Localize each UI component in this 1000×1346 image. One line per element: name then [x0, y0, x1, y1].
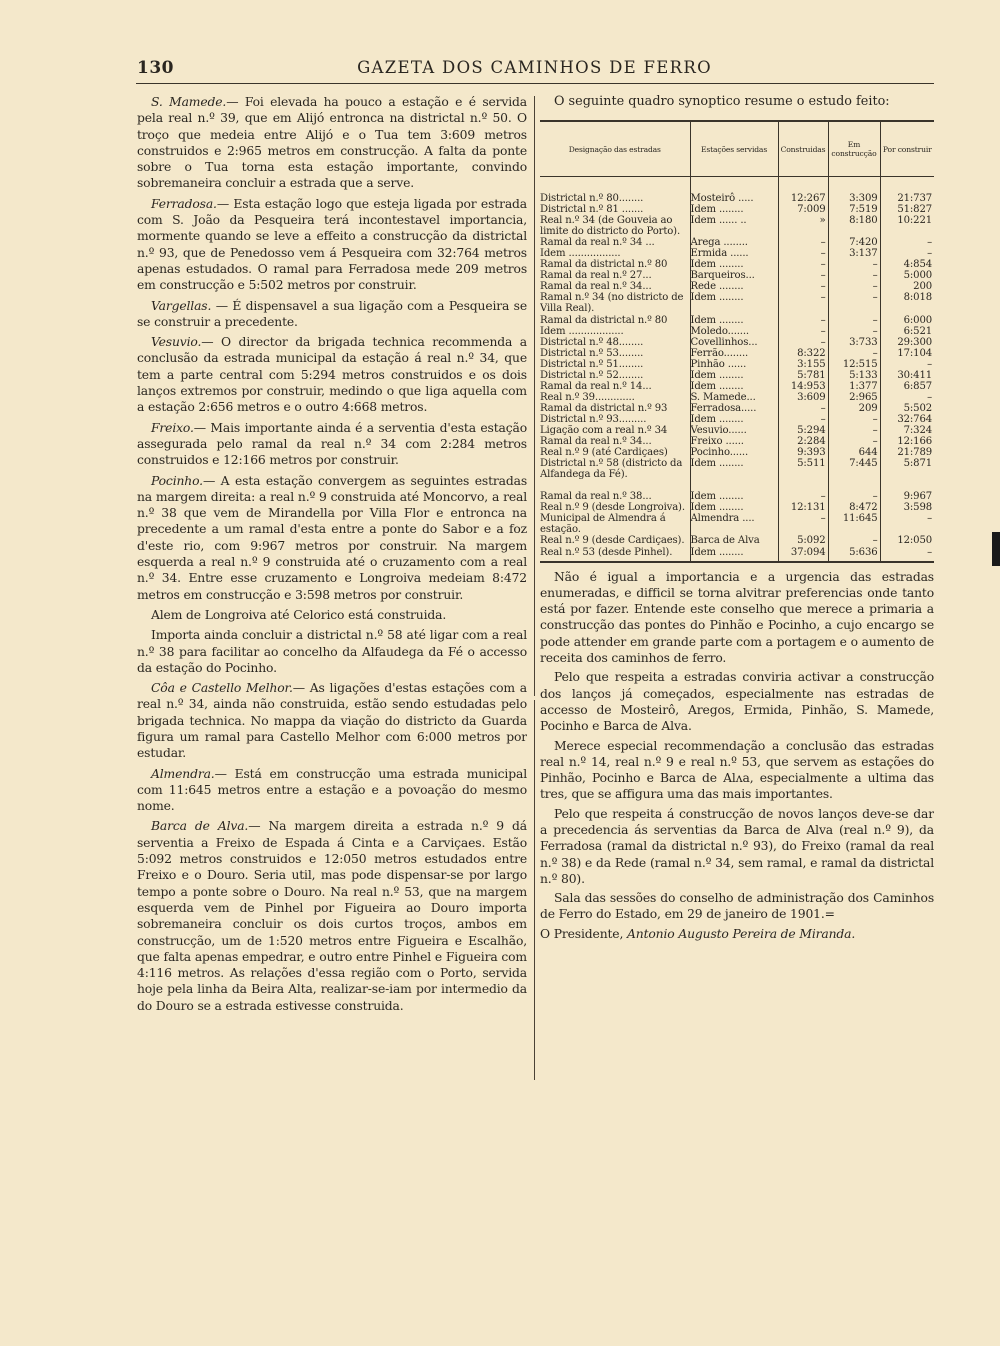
article-paragraph — [137, 766, 527, 815]
table-cell: Idem ........ — [690, 491, 778, 502]
conclusion-paragraph: Pelo que respeita á construcção de novos lanços deve-se dar a precedencia ás serventias da Barca de Alva (real n.º 9), da Ferradosa (ramal da districtal n.º 93), do Freixo (ramal da real n.º 38) e da Rede (ramal n.º 34, sem ramal, e ramal da districtal n.º 80). — [540, 806, 934, 886]
table-cell: Pocinho...... — [690, 447, 778, 458]
table-cell — [778, 480, 828, 491]
table-cell: 5:871 — [880, 458, 934, 480]
table-cell: Idem ........ — [690, 381, 778, 392]
column-divider — [534, 96, 535, 696]
table-cell: 32:764 — [880, 414, 934, 425]
article-paragraph — [137, 607, 527, 623]
table-cell: Idem ........ — [690, 414, 778, 425]
header-to-build: Por construir — [880, 121, 934, 177]
table-cell: 5:511 — [778, 458, 828, 480]
table-cell: Ramal da real n.º 27... — [540, 270, 652, 282]
table-cell: 9:393 — [778, 447, 828, 458]
table-cell: – — [778, 414, 828, 425]
table-cell: 21:789 — [880, 447, 934, 458]
table-cell: 3:733 — [828, 337, 880, 348]
table-cell: 12:050 — [880, 535, 934, 546]
table-cell: 2:965 — [828, 392, 880, 403]
table-cell: – — [778, 292, 828, 314]
table-cell: 5:133 — [828, 370, 880, 381]
table-cell: Barqueiros... — [690, 270, 778, 281]
table-cell: 6:521 — [880, 326, 934, 337]
table-cell: Ramal da real n.º 34 ... — [540, 237, 655, 249]
page-header — [137, 58, 932, 80]
table-cell: » — [778, 215, 828, 237]
table-intro: O seguinte quadro synoptico resume o estudo feito: — [554, 94, 890, 109]
table-cell: Mosteirô ..... — [690, 177, 778, 205]
table-cell: Ramal da real n.º 34... — [540, 436, 652, 448]
article-paragraph — [137, 196, 527, 294]
table-cell: Idem ........ — [690, 458, 778, 480]
table-row — [540, 480, 934, 491]
table-row — [540, 315, 934, 326]
conclusion-paragraph: Merece especial recommendação a conclusão das estradas real n.º 14, real n.º 9 e real n.º 53, que servem as estações do Pinhão, Pocinho e Barca de Alʌa, especialmente a ultima das tres, que se affigura uma das mais importantes. — [540, 738, 934, 802]
table-cell: Rede ........ — [690, 281, 778, 292]
table-row — [540, 281, 934, 292]
paragraph-text: — É dispensavel a sua ligação com a Pesqueira se se construir a precedente. — [137, 298, 527, 329]
table-row — [540, 491, 934, 502]
table-row — [540, 248, 934, 259]
table-cell: Moledo....... — [690, 326, 778, 337]
paragraph-lead: Vargellas. — [151, 298, 212, 313]
article-paragraph — [137, 94, 527, 192]
table-cell: Idem ........ — [690, 370, 778, 381]
table-cell: – — [778, 315, 828, 326]
table-cell: 6:000 — [880, 315, 934, 326]
table-cell: – — [828, 259, 880, 270]
table-row — [540, 237, 934, 248]
table-cell: – — [778, 403, 828, 414]
table-cell: – — [880, 513, 934, 535]
paragraph-text: — Esta estação logo que esteja ligada por estrada com S. João da Pesqueira terá incontestavel importancia, mormente quando se leve a effeito a construcção da districtal n.º 93, que de Penedosso vem á Pesqueira com 32:764 metros apenas estudados. O ramal para Ferradosa mede 209 metros em construcção e 5:502 metros por construir. — [137, 196, 527, 293]
table-cell: 7:445 — [828, 458, 880, 480]
table-cell: Districtal n.º 48........ — [540, 336, 644, 348]
table-cell: – — [828, 436, 880, 447]
table-cell: 2:284 — [778, 436, 828, 447]
table-cell: 17:104 — [880, 348, 934, 359]
table-cell: Pinhão ...... — [690, 359, 778, 370]
table-cell: – — [828, 326, 880, 337]
table-cell: 5:092 — [778, 535, 828, 546]
table-cell: 11:645 — [828, 513, 880, 535]
table-cell: 3:155 — [778, 359, 828, 370]
table-cell: – — [778, 337, 828, 348]
table-cell: 51:827 — [880, 204, 934, 215]
paragraph-lead: Ferradosa. — [151, 196, 217, 211]
table-cell: Idem ........ — [690, 292, 778, 314]
table-cell: Real n.º 9 (desde Longroiva). — [540, 502, 685, 514]
table-row — [540, 447, 934, 458]
table-cell: – — [828, 315, 880, 326]
table-cell: Ramal da districtal n.º 93 — [540, 402, 668, 414]
table-row — [540, 326, 934, 337]
table-cell: S. Mamede... — [690, 392, 778, 403]
table-cell — [690, 480, 778, 491]
table-row — [540, 337, 934, 348]
table-cell: Ramal da real n.º 14... — [540, 380, 652, 392]
table-cell: 29:300 — [880, 337, 934, 348]
table-cell: Idem ........ — [690, 259, 778, 270]
table-cell: Ferrão........ — [690, 348, 778, 359]
table-cell: Ligação com a real n.º 34 — [540, 424, 668, 436]
paragraph-lead: Barca de Alva. — [151, 819, 249, 834]
table-cell: Real n.º 9 (até Cardiçaes) — [540, 447, 668, 459]
table-cell: – — [828, 414, 880, 425]
table-cell: 30:411 — [880, 370, 934, 381]
header-rule — [136, 83, 934, 84]
table-cell: – — [778, 237, 828, 248]
table-cell: – — [778, 270, 828, 281]
table-cell: Ermida ...... — [690, 248, 778, 259]
table-cell: Ramal n.º 34 (no districto de Villa Real). — [540, 292, 684, 315]
table-cell: 7:519 — [828, 204, 880, 215]
table-cell: Municipal de Almendra á estação. — [540, 513, 666, 536]
table-row — [540, 414, 934, 425]
page-tear-mark — [992, 532, 1000, 566]
table-cell: Districtal n.º 52........ — [540, 369, 644, 381]
left-column — [137, 94, 527, 1274]
table-cell: 4:854 — [880, 259, 934, 270]
table-cell: Districtal n.º 58 (districto da Alfandega da Fé). — [540, 458, 683, 481]
table-cell: 5:000 — [880, 270, 934, 281]
table-cell — [540, 480, 690, 491]
article-paragraph — [137, 680, 527, 761]
table-cell: – — [778, 491, 828, 502]
table-cell: 12:131 — [778, 502, 828, 513]
table-row — [540, 259, 934, 270]
table-cell: Ramal da districtal n.º 80 — [540, 259, 668, 271]
table-cell: – — [778, 248, 828, 259]
article-paragraph — [137, 818, 527, 1014]
signature-line — [540, 926, 934, 942]
header-designation: Designação das estradas — [540, 121, 690, 177]
table-cell: 6:857 — [880, 381, 934, 392]
table-cell: Ferradosa..... — [690, 403, 778, 414]
table-cell: – — [828, 491, 880, 502]
synoptic-table — [540, 120, 934, 563]
table-row — [540, 403, 934, 414]
table-cell: Idem ........ — [690, 204, 778, 215]
table-cell: – — [828, 348, 880, 359]
table-row — [540, 370, 934, 381]
table-row — [540, 547, 934, 562]
table-cell: 3:609 — [778, 392, 828, 403]
table-cell: Real n.º 39............. — [540, 391, 635, 403]
table-cell: 1:377 — [828, 381, 880, 392]
table-cell: – — [828, 270, 880, 281]
table-cell: Districtal n.º 93......... — [540, 413, 647, 425]
table-cell: 200 — [880, 281, 934, 292]
article-paragraph — [137, 334, 527, 415]
table-cell: 7:420 — [828, 237, 880, 248]
signature-prefix: O Presidente, — [540, 926, 628, 941]
paragraph-text: — Mais importante ainda é a serventia d'esta estação assegurada pelo ramal da real n.º 34 com 2:284 metros construidos e 12:166 metros por construir. — [137, 420, 527, 468]
paragraph-lead: Côa e Castello Melhor. — [151, 681, 293, 696]
paragraph-text: — Está em construcção uma estrada municipal com 11:645 metros entre a estação e a povoação do mesmo nome. — [137, 766, 527, 814]
article-paragraph — [137, 298, 527, 331]
paragraph-text: — As ligações d'estas estações com a real n.º 34, ainda não construida, estão sendo estudadas pelo brigada technica. No mappa da viação do districto da Guarda figura um ramal para Castello Melhor com 6:000 metros por estudar. — [137, 681, 527, 761]
table-cell: Districtal n.º 51........ — [540, 358, 644, 370]
paragraph-lead: Vesuvio. — [151, 335, 202, 350]
table-cell: 21:737 — [880, 177, 934, 205]
table-cell: 5:502 — [880, 403, 934, 414]
table-cell: 7:324 — [880, 425, 934, 436]
page-number: 130 — [137, 58, 174, 78]
table-cell: 14:953 — [778, 381, 828, 392]
conclusion-paragraph: Não é igual a importancia e a urgencia das estradas enumeradas, e difficil se torna alvitrar preferencias onde tanto está por fazer. Entende este conselho que merece a primaria a construcção das pontes do Pinhão e Pocinho, a cujo encargo se pode attender em grande parte com a portagem e o aumento de receita dos caminhos de ferro. — [540, 569, 934, 666]
table-row — [540, 513, 934, 535]
paragraph-lead: Freixo. — [151, 420, 194, 435]
table-row — [540, 204, 934, 215]
table-header-row — [540, 121, 934, 177]
table-cell: Districtal n.º 80........ — [540, 193, 644, 204]
header-built: Construidas — [778, 121, 828, 177]
paragraph-lead: S. Mamede. — [151, 95, 227, 109]
table-row — [540, 292, 934, 314]
table-cell: 9:967 — [880, 491, 934, 502]
paragraph-text: — A esta estação convergem as seguintes estradas na margem direita: a real n.º 9 construida até Moncorvo, a real n.º 38 que vem de Mirandella por Villa Flor e entronca na precedente a um ramal d'esta entre a ponte do Sabor e a foz d'este rio, com 9:967 metros por construir. Na margem esquerda a real n.º 9 construida até o cruzamento com a real n.º 34. Entre esse cruzamento e Longroiva medeiam 8:472 metros em construcção e 3:598 metros por construir. — [137, 473, 527, 602]
table-cell: – — [778, 281, 828, 292]
table-cell: Vesuvio...... — [690, 425, 778, 436]
table-cell: Idem .................. — [540, 325, 624, 337]
table-cell: 5:636 — [828, 547, 880, 562]
table-cell: Ramal da real n.º 34... — [540, 281, 652, 293]
paragraph-text: Alem de Longroiva até Celorico está construida. — [151, 607, 447, 622]
table-cell: – — [778, 326, 828, 337]
table-row — [540, 381, 934, 392]
article-paragraph — [137, 420, 527, 469]
table-cell: – — [778, 259, 828, 270]
table-cell: 3:598 — [880, 502, 934, 513]
table-cell: 10:221 — [880, 215, 934, 237]
table-row — [540, 458, 934, 480]
paragraph-lead: Pocinho. — [151, 473, 203, 488]
table-row — [540, 502, 934, 513]
table-cell: Ramal da districtal n.º 80 — [540, 314, 668, 326]
table-cell: Idem ........ — [690, 502, 778, 513]
right-column — [540, 94, 934, 1274]
table-cell: Idem ........ — [690, 315, 778, 326]
table-row — [540, 270, 934, 281]
table-cell: Districtal n.º 53........ — [540, 347, 644, 359]
table-row — [540, 436, 934, 447]
table-cell: 12:267 — [778, 177, 828, 205]
table-cell: – — [880, 237, 934, 248]
table-cell: 644 — [828, 447, 880, 458]
paragraph-lead: Almendra. — [151, 766, 215, 781]
table-cell: Ramal da real n.º 38... — [540, 491, 652, 503]
table-cell: 8:472 — [828, 502, 880, 513]
table-cell: – — [828, 292, 880, 314]
table-cell: 3:309 — [828, 177, 880, 205]
paragraph-text: Importa ainda concluir a districtal n.º 58 até ligar com a real n.º 38 para facilitar ao concelho da Alfaudega da Fé o accesso da estação do Pocinho. — [137, 628, 527, 675]
table-row — [540, 177, 934, 205]
table-cell: Real n.º 9 (desde Cardiçaes). — [540, 535, 685, 547]
conclusion-paragraph: Sala das sessões do conselho de administração dos Caminhos de Ferro do Estado, em 29 de janeiro de 1901.= — [540, 891, 934, 922]
table-cell: Idem ................. — [540, 248, 621, 260]
paragraph-text: — O director da brigada technica recommenda a conclusão da estrada municipal da estação á real n.º 34, que tem a parte central com 5:294 metros construidos e os dois lanços extremos por construir, medindo o que liga aquella com a estação 2:656 metros e o outro 4:668 metros. — [137, 335, 527, 415]
table-cell: – — [828, 425, 880, 436]
table-cell: 37:094 — [778, 547, 828, 562]
table-cell: Barca de Alva — [690, 535, 778, 546]
column-divider-lower — [534, 700, 535, 1080]
table-cell: Real n.º 34 (de Gouveia ao limite do districto do Porto). — [540, 215, 681, 238]
table-cell: 5:781 — [778, 370, 828, 381]
signature-name: Antonio Augusto Pereira de Miranda. — [627, 926, 856, 941]
table-cell: 209 — [828, 403, 880, 414]
header-in-construction: Em construcção — [828, 121, 880, 177]
table-cell: Freixo ...... — [690, 436, 778, 447]
table-cell: – — [828, 535, 880, 546]
article-paragraph — [137, 627, 527, 676]
table-cell: Real n.º 53 (desde Pinhel). — [540, 547, 690, 562]
table-row — [540, 392, 934, 403]
table-cell — [828, 480, 880, 491]
table-cell: Districtal n.º 81 ....... — [540, 204, 644, 216]
header-stations: Estações servidas — [690, 121, 778, 177]
article-paragraph — [137, 473, 527, 603]
table-cell: Almendra .... — [690, 513, 778, 535]
table-cell: 7:009 — [778, 204, 828, 215]
table-cell: – — [880, 547, 934, 562]
table-cell: – — [880, 359, 934, 370]
table-cell: – — [880, 392, 934, 403]
table-cell: Idem ...... .. — [690, 215, 778, 237]
table-cell: – — [828, 281, 880, 292]
table-cell: Arega ........ — [690, 237, 778, 248]
table-row — [540, 215, 934, 237]
conclusion-paragraph: Pelo que respeita a estradas conviria activar a construcção dos lanços já começados, especialmente nas estradas de accesso de Mosteirô, Aregos, Ermida, Pinhão, S. Mamede, Pocinho e Barca de Alva. — [540, 670, 934, 734]
paragraph-text: — Foi elevada ha pouco a estação e é servida pela real n.º 39, que em Alijó entronca na districtal n.º 50. O troço que medeia entre Alijó e o Tua tem 3:609 metros construidos e 2:965 metros em construcção. A falta da ponte sobre o Tua torna esta estação importante, convindo sobremaneira concluir a estrada que a serve. — [137, 95, 527, 191]
publication-title: GAZETA DOS CAMINHOS DE FERRO — [357, 58, 712, 77]
table-cell: Covellinhos... — [690, 337, 778, 348]
paragraph-text: — Na margem direita a estrada n.º 9 dá serventia a Freixo de Espada á Cinta e a Carviçaes. Estão 5:092 metros construidos e 12:050 metros estudados entre Freixo e o Douro. Seria util, mas pode dispensar-se por largo tempo a ponte sobre o Douro. Na real n.º 53, que na margem esquerda vem de Pinhel por Figueira ao Douro importa sobremaneira concluir os dois curtos troços, ambos em construcção, um de 1:520 metros entre Figueira e Escalhão, que falta apenas empedrar, e outro entre Pinhel e Figueira com 4:116 metros. As relações d'essa região com o Porto, servida hoje pela linha da Beira Alta, realizar-se-iam por intermedio da do Douro se a estrada estivesse construida. — [137, 819, 527, 1013]
table-cell: 8:180 — [828, 215, 880, 237]
table-cell: 8:322 — [778, 348, 828, 359]
table-cell: – — [778, 513, 828, 535]
table-row — [540, 348, 934, 359]
table-cell: 12:515 — [828, 359, 880, 370]
table-row — [540, 535, 934, 546]
conclusion-text — [540, 569, 934, 943]
table-cell: 12:166 — [880, 436, 934, 447]
table-cell: 3:137 — [828, 248, 880, 259]
table-cell: – — [880, 248, 934, 259]
table-row — [540, 425, 934, 436]
table-cell — [880, 480, 934, 491]
table-cell: 8:018 — [880, 292, 934, 314]
table-row — [540, 359, 934, 370]
table-cell: Idem ........ — [690, 547, 778, 562]
table-cell: 5:294 — [778, 425, 828, 436]
